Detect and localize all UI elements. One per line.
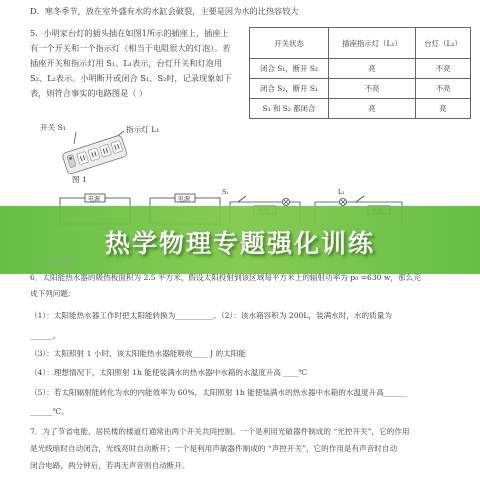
- power-source-label: 电源: [88, 196, 101, 203]
- question-7-line-1: 7．为了节省电能，居民楼的楼道灯通常由两个开关共同控制。一个是利用光敏器件制成的 “光控开关”，它的作用: [30, 427, 410, 436]
- question-6-part-5: （5）：若太阳辐射能转化为水的内能效率为 60%，太阳照射 1h 能使装满水的热水器中水箱的水温度升高______: [30, 388, 407, 397]
- figure-1-caption: 图 1: [72, 175, 87, 184]
- question-7-line-2: 是光线暗时自动闭合，光线亮时自动断开；一个是利用声敏器件制成的 “声控开关”，它的作用是有声音时自动: [30, 444, 398, 453]
- banner-title: 热学物理专题强化训练: [104, 229, 375, 258]
- switch-s2-label: S₂: [222, 189, 229, 196]
- question-6-part-5-cont: ______℃。: [30, 407, 69, 416]
- question-6-part-1: （1）：太阳能热水器工作时把太阳能转换为__________。（2）：该水箱容积为 200L，装满水时，水的质量为: [30, 311, 392, 320]
- table-cell: 闭合 S₁，断开 S₂: [250, 59, 329, 79]
- power-source-label: 电源: [178, 196, 191, 203]
- question-6-line-1: 6．太阳能热水器的吸热板面积为 2.5 平方米，假设太阳投射到该区域每平方米上的辐射功率为 p₀ =630 w，那么完: [30, 273, 421, 282]
- table-row: [250, 99, 471, 119]
- question-5-line-2: 有一个开关和一个指示灯（相当于电阻很大的灯泡）。若: [30, 43, 231, 53]
- table-cell: 不亮: [329, 79, 416, 99]
- question-7-line-3: 闭合电路，两分钟后，若再无声音则自动断开。: [30, 461, 190, 470]
- option-d-text: D．寒冬季节，放在室外盛有水的水缸会破裂，主要是因为水的比热容较大: [30, 6, 299, 16]
- table-cell: 亮: [329, 99, 416, 119]
- power-strip-illustration: [38, 128, 148, 176]
- table-cell: 亮: [329, 59, 416, 79]
- question-5-line-3: 插座开关和指示灯用 S₁、L₁表示，台灯开关和灯泡用: [30, 58, 223, 68]
- question-5-line-4: S₂、L₂表示。小明断开或闭合 S₁、S₂时，记录现象如下: [30, 73, 232, 83]
- question-6-part-1-cont: ______。: [30, 331, 61, 340]
- table-cell: 不亮: [416, 79, 471, 99]
- table-cell: 不亮: [416, 59, 471, 79]
- question-5-line-5: 表，则符合事实的电路图是（ ）: [30, 88, 148, 98]
- section-heading: 二、综合题: [32, 257, 72, 266]
- question-6-part-3: （3）：太阳照射 1 小时，该太阳能热水器能吸收____ J 的太阳能: [30, 349, 246, 358]
- switch-state-table: [249, 27, 471, 119]
- switch-s1-label: 开关 S₁: [40, 123, 66, 132]
- question-6-line-2: 成下列问题：: [30, 289, 76, 298]
- table-cell: S₁ 和 S₂ 都闭合: [250, 99, 329, 119]
- table-header-row: [250, 28, 471, 59]
- table-header-cell: 插座指示灯（L₁）: [329, 28, 416, 59]
- table-header-cell: 开关状态: [250, 28, 329, 59]
- table-cell: 闭合 S₂，断开 S₁: [250, 79, 329, 99]
- table-row: [250, 79, 471, 99]
- lamp-l1-label: L₁: [338, 189, 345, 196]
- table-header-cell: 台灯（L₂）: [416, 28, 471, 59]
- table-row: [250, 59, 471, 79]
- table-cell: 亮: [416, 99, 471, 119]
- question-5-line-1: 5．小明家台灯的插头插在如图1所示的插座上，插座上: [30, 28, 229, 38]
- indicator-l1-label: 指示灯 L₁: [126, 125, 160, 134]
- question-6-part-4: （4）：理想情况下，太阳照射 1h 能使装满水的热水器中水箱的水温度升高 ____℃: [30, 368, 308, 377]
